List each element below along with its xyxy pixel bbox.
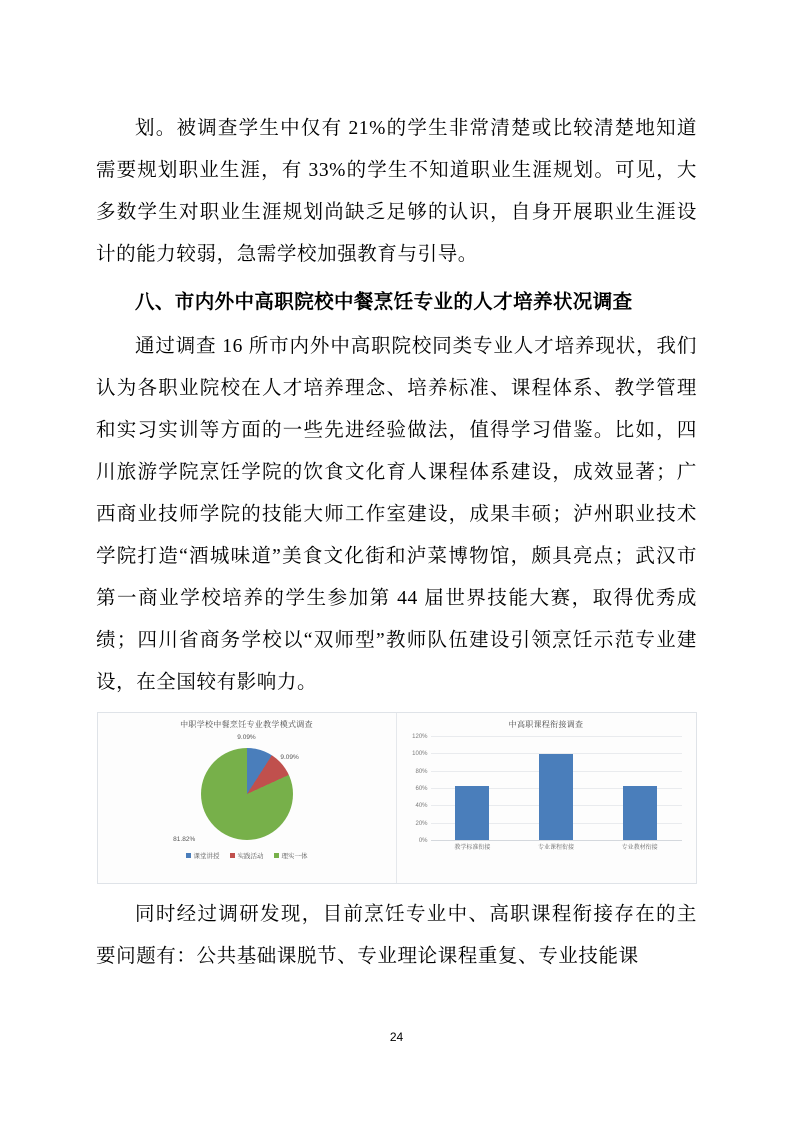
paragraph-survey-overview: 通过调查 16 所市内外中高职院校同类专业人才培养现状，我们认为各职业院校在人才培养理念、培养标准、课程体系、教学管理和实习实训等方面的一些先进经验做法，值得学习借鉴。比如，四川旅游学院烹饪学院的饮食文化育人课程体系建设，成效显著；广西商业技师学院的技能大师工作室建设，成果丰硕；泸州职业技术学院打造“酒城味道”美食文化街和泸菜博物馆，颇具亮点；武汉市第一商业学校培养的学生参加第 44 届世界技能大赛，取得优秀成绩；四川省商务学校以“双师型”教师队伍建设引领烹饪示范专业建设，在全国较有影响力。 bbox=[96, 336, 697, 693]
legend-item bbox=[274, 851, 308, 860]
x-label: 专业教材衔接 bbox=[621, 845, 658, 851]
figure-charts bbox=[96, 712, 697, 884]
legend-label: 理实一体 bbox=[281, 853, 308, 860]
bar-chart-panel bbox=[397, 713, 696, 883]
bar-chart-bars bbox=[431, 736, 682, 840]
paragraph-findings: 同时经过调研发现，目前烹饪专业中、高职课程衔接存在的主要问题有：公共基础课脱节、专业理论课程重复、专业技能课 bbox=[96, 904, 697, 967]
y-tick: 0% bbox=[418, 838, 428, 844]
legend-swatch-icon bbox=[274, 853, 279, 858]
pie-chart-panel bbox=[98, 713, 397, 883]
legend-item bbox=[230, 851, 264, 860]
section-heading: 八、市内外中高职院校中餐烹饪专业的人才培养状况调查 bbox=[135, 292, 633, 313]
bar bbox=[455, 786, 489, 840]
pie-data-label-1: 9.09% bbox=[237, 734, 256, 741]
y-tick: 40% bbox=[415, 803, 428, 810]
x-label: 教学标准衔接 bbox=[454, 845, 491, 851]
paragraph-continuation: 划。被调查学生中仅有 21%的学生非常清楚或比较清楚地知道需要规划职业生涯，有 33%的学生不知道职业生涯规划。可见，大多数学生对职业生涯规划尚缺乏足够的认识，自身开展职业生涯设计的能力较弱，急需学校加强教育与引导。 bbox=[96, 118, 697, 265]
legend-label: 课堂讲授 bbox=[193, 853, 220, 860]
y-tick: 60% bbox=[415, 786, 428, 792]
legend-swatch-icon bbox=[186, 853, 191, 858]
y-tick: 100% bbox=[412, 751, 428, 758]
bar-chart-x-labels bbox=[431, 842, 682, 851]
legend-swatch-icon bbox=[230, 853, 235, 858]
pie-data-label-3: 81.82% bbox=[173, 836, 196, 843]
legend-label: 实践活动 bbox=[237, 853, 264, 860]
bar bbox=[539, 754, 573, 840]
bar bbox=[623, 786, 657, 840]
pie-chart-plot bbox=[106, 732, 388, 860]
bar-chart-axis bbox=[431, 840, 682, 841]
y-tick: 20% bbox=[415, 820, 428, 827]
pie-chart-circle bbox=[201, 748, 293, 840]
y-tick: 80% bbox=[415, 768, 428, 775]
x-label: 专业课程衔接 bbox=[537, 845, 574, 851]
figure-frame bbox=[97, 712, 697, 884]
pie-chart-legend bbox=[106, 851, 388, 860]
legend-item bbox=[186, 851, 220, 860]
bar-chart-title: 中高职课程衔接调查 bbox=[508, 720, 584, 729]
y-tick: 120% bbox=[412, 734, 428, 740]
bar-chart-plot bbox=[405, 732, 688, 864]
pie-chart-title: 中职学校中餐烹饪专业教学模式调查 bbox=[180, 720, 313, 729]
page-number: 24 bbox=[389, 1030, 404, 1044]
pie-data-label-2: 9.09% bbox=[280, 754, 299, 761]
